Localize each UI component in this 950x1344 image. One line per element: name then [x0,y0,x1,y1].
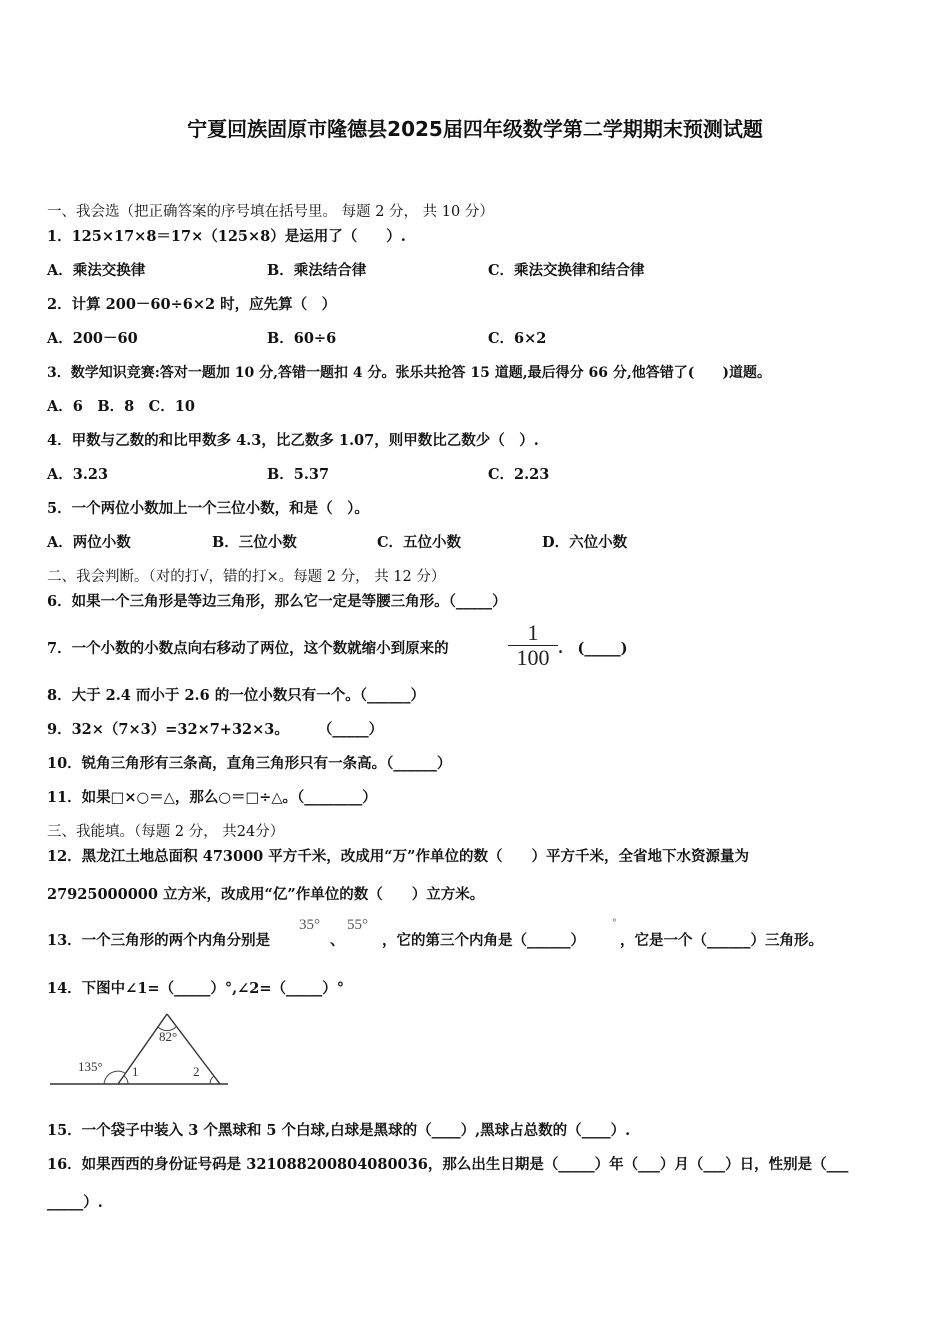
q1-option-b: B．乘法结合律 [267,262,367,279]
question-15: 15．一个袋子中装入 3 个黑球和 5 个白球,白球是黑球的（____）,黑球占总数的（____）. [47,1122,631,1139]
label-angle-1: 1 [132,1064,139,1079]
q2-option-a: A．200－60 [47,330,138,347]
q13-third-angle-blank: ，它的第三个内角是（______） [382,932,585,949]
question-1: 1．125×17×8＝17×（125×8）是运用了（ ）. [47,228,406,245]
question-11: 11．如果□×○＝△，那么○＝□÷△。（________） [47,789,377,806]
question-16-line-1: 16．如果西西的身份证号码是 321088200804080036，那么出生日期是（_____）年（___）月（___）日，性别是（___ [47,1156,849,1173]
question-16-line-2: _____）. [47,1194,103,1211]
question-9: 9．32×（7×3）=32×7+32×3。 （_____） [47,721,384,738]
section-heading-2: 二、我会判断。（对的打√，错的打×。每题 2 分， 共 12 分） [47,569,446,585]
question-12-line-2: 27925000000 立方米，改成用“亿”作单位的数（ ）立方米。 [47,886,485,903]
q4-option-b: B．5.37 [267,466,330,483]
q7-fraction [508,622,558,669]
angle-2-arc [210,1076,214,1084]
question-13-start: 13．一个三角形的两个内角分别是 [47,932,271,949]
q13-angle-2: 55° [347,917,368,933]
label-angle-2: 2 [193,1064,200,1079]
label-82-degrees: 82° [159,1029,178,1044]
q5-option-b: B．三位小数 [212,534,297,551]
q13-separator: 、 [330,932,345,949]
q1-option-c: C．乘法交换律和结合律 [488,262,645,279]
q7-answer-blank: . (_____) [558,640,628,657]
question-3: 3．数学知识竞赛:答对一题加 10 分,答错一题扣 4 分。张乐共抢答 15 道题,最后得分 66 分,他答错了( )道题。 [47,365,771,381]
label-135-degrees: 135° [78,1059,103,1074]
q4-option-c: C．2.23 [488,466,550,483]
q4-option-a: A．3.23 [47,466,109,483]
q5-option-c: C．五位小数 [377,534,462,551]
question-12-line-1: 12．黑龙江土地总面积 473000 平方千米，改成用“万”作单位的数（ ）平方千米，全省地下水资源量为 [47,848,749,865]
q13-triangle-type-blank: ，它是一个（______）三角形。 [620,932,823,949]
angle-1-arc [124,1076,128,1084]
page-title: 宁夏回族固原市隆德县2025届四年级数学第二学期期末预测试题 [187,117,763,141]
question-14: 14．下图中∠1=（_____）°,∠2=（_____）° [47,980,345,997]
question-7: 7．一个小数的小数点向右移动了两位，这个数就缩小到原来的 [47,640,449,657]
section-heading-1: 一、我会选（把正确答案的序号填在括号里。 每题 2 分， 共 10 分） [47,204,494,220]
question-2: 2．计算 200－60÷6×2 时，应先算（ ） [47,296,337,313]
question-5: 5．一个两位小数加上一个三位小数，和是（ ）。 [47,500,369,517]
q13-angle-1: 35° [299,917,320,933]
triangle-left-side [118,1014,167,1084]
q13-degree-mark: ° [612,918,617,929]
q2-option-c: C．6×2 [488,330,547,347]
fraction-numerator: 1 [508,622,558,646]
question-10: 10．锐角三角形有三条高，直角三角形只有一条高。（______） [47,755,452,772]
section-heading-3: 三、我能填。（每题 2 分， 共24分） [47,824,285,840]
q2-option-b: B．60÷6 [267,330,337,347]
q1-option-a: A．乘法交换律 [47,262,146,279]
question-4: 4．甲数与乙数的和比甲数多 4.3，比乙数多 1.07，则甲数比乙数少（ ）. [47,432,539,449]
q5-option-a: A．两位小数 [47,534,131,551]
q5-option-d: D．六位小数 [542,534,628,551]
triangle-figure [50,1008,240,1088]
question-8: 8．大于 2.4 而小于 2.6 的一位小数只有一个。（______） [47,687,425,704]
question-6: 6．如果一个三角形是等边三角形，那么它一定是等腰三角形。（_____） [47,593,507,610]
q3-options: A．6 B．8 C．10 [47,398,195,415]
fraction-denominator: 100 [516,645,550,670]
